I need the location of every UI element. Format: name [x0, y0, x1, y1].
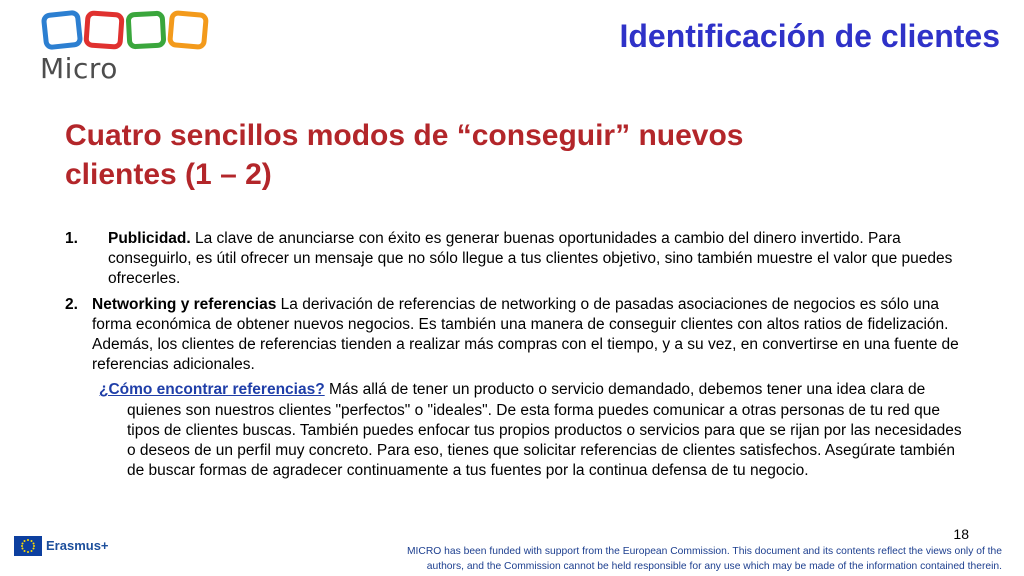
- logo-text: Micro: [40, 52, 118, 85]
- disclaimer-line-2: authors, and the Commission cannot be held responsible for any use which may be made of the information contained therein.: [426, 561, 1002, 572]
- list-item-lead: Networking y referencias: [92, 295, 277, 313]
- list-item-number: 1.: [65, 230, 78, 247]
- disclaimer-line-1: MICRO has been funded with support from the European Commission. This document and its contents reflect the views only of the: [406, 546, 1002, 557]
- find-references-link[interactable]: ¿Cómo encontrar referencias?: [99, 381, 325, 399]
- page-number: 18: [953, 526, 969, 542]
- erasmus-label: Erasmus+: [46, 538, 109, 553]
- list-item-lead: Publicidad.: [108, 230, 191, 247]
- heading-line-2: clientes (1 – 2): [65, 158, 272, 191]
- page-title: Identificación de clientes: [619, 18, 1000, 54]
- logo-squares-icon: [40, 8, 220, 58]
- list-item-text: La derivación de referencias de networking o de pasadas asociaciones de negocios es sólo una forma económica de obtener nuevos negocios. Es también una manera de conseguir clientes con altos ratios de fidelización. Además, los clientes de referencias tienden a realizar más compras con el tiempo, y a su vez, en convertirse en una fuente de referencias adicionales.: [92, 295, 959, 374]
- slide-heading: [65, 116, 885, 194]
- list-item-number: 2.: [65, 295, 78, 313]
- sub-paragraph: [99, 380, 965, 481]
- list-item-text: La clave de anunciarse con éxito es generar buenas oportunidades a cambio del dinero invertido. Para conseguirlo, es útil ofrecer un mensaje que no sólo llegue a tus clientes objetivo, sino también muestre el valor que puedes ofrecerles.: [108, 230, 953, 288]
- sub-paragraph-text: Más allá de tener un producto o servicio demandado, debemos tener una idea clara de quienes son nuestros clientes "perfectos" o "ideales". De esta forma puedes comunicar a otras personas de tu red que tipos de clientes buscas. También puedes enfocar tus propios productos o servicios para que se rijan por las necesidades o deseos de un perfil muy concreto. Para eso, tienes que solicitar referencias de clientes satisfechos. Asegúrate también de buscar formas de agradecer continuamente a tus fuentes por la continua defensa de tu negocio.: [127, 381, 962, 480]
- heading-line-1: Cuatro sencillos modos de “conseguir” nuevos: [65, 119, 744, 152]
- list-item: [65, 295, 965, 376]
- footer-disclaimer: [282, 544, 1002, 574]
- list-item: [65, 229, 965, 290]
- slide-body: [65, 229, 965, 481]
- eu-flag-icon: [14, 536, 42, 556]
